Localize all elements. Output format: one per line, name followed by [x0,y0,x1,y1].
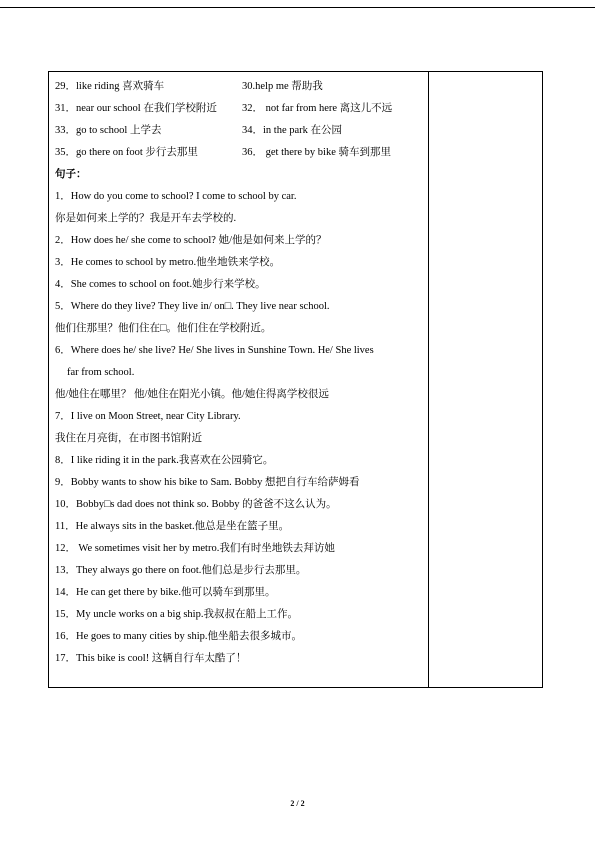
sentence-line: 1．How do you come to school? I come to school by car. [55,191,297,202]
sentence-line: 7．I live on Moon Street, near City Library. [55,411,241,422]
sentence-line: 13．They always go there on foot.他们总是步行去那里。 [55,565,307,576]
sentence-line: 9．Bobby wants to show his bike to Sam. Bobby 想把自行车给萨姆看 [55,477,360,488]
sentence-line: 4．She comes to school on foot.她步行来学校。 [55,279,266,290]
phrase-right: 32． not far from here 离这儿不远 [242,103,393,114]
sentence-line: 5．Where do they live? They live in/ on□. They live near school. [55,301,330,312]
phrase-list [55,76,425,164]
sentence-line: 12． We sometimes visit her by metro.我们有时坐地铁去拜访她 [55,543,335,554]
sentence-line: 3．He comes to school by metro.他坐地铁来学校。 [55,257,281,268]
phrase-row [55,98,425,120]
phrase-left: 29．like riding 喜欢骑车 [55,81,165,92]
page-number: 2 / 2 [290,799,305,808]
sentence-line: far from school. [67,367,135,378]
phrase-row [55,76,425,98]
sentence-line: 17．This bike is cool! 这辆自行车太酷了！ [55,653,247,664]
sentence-line: 他/她住在哪里？ 他/她住在阳光小镇。他/她住得离学校很远 [55,389,329,400]
phrase-right: 36． get there by bike 骑车到那里 [242,147,392,158]
sentence-line: 2．How does he/ she come to school? 她/他是如何来上学的？ [55,235,327,246]
sentence-list [55,186,425,670]
phrase-left: 35．go there on foot 步行去那里 [55,147,198,158]
phrase-right: 30.help me 帮助我 [242,81,323,92]
sentence-line: 15．My uncle works on a big ship.我叔叔在船上工作。 [55,609,298,620]
sentences-heading: 句子： [55,169,87,180]
phrase-left: 31．near our school 在我们学校附近 [55,103,217,114]
phrase-row [55,142,425,164]
sentence-line: 他们住那里？他们住在□。他们住在学校附近。 [55,323,272,334]
phrase-right: 34．in the park 在公园 [242,125,343,136]
sentence-line: 16．He goes to many cities by ship.他坐船去很多城市。 [55,631,303,642]
sentence-line: 6．Where does he/ she live? He/ She lives in Sunshine Town. He/ She lives [55,345,374,356]
sentence-line: 我住在月亮街，在市图书馆附近 [55,433,202,444]
phrase-row [55,120,425,142]
sentence-line: 10．Bobby□s dad does not think so. Bobby 的爸爸不这么认为。 [55,499,337,510]
phrase-left: 33．go to school 上学去 [55,125,162,136]
sentence-line: 14．He can get there by bike.他可以骑车到那里。 [55,587,276,598]
header-rule [0,7,595,8]
sentence-line: 8．I like riding it in the park.我喜欢在公园骑它。 [55,455,274,466]
sentence-line: 11．He always sits in the basket.他总是坐在篮子里。 [55,521,290,532]
sentence-line: 你是如何来上学的？我是开车去学校的. [55,213,237,224]
table-main-cell [55,76,425,670]
table-column-divider [428,71,429,688]
